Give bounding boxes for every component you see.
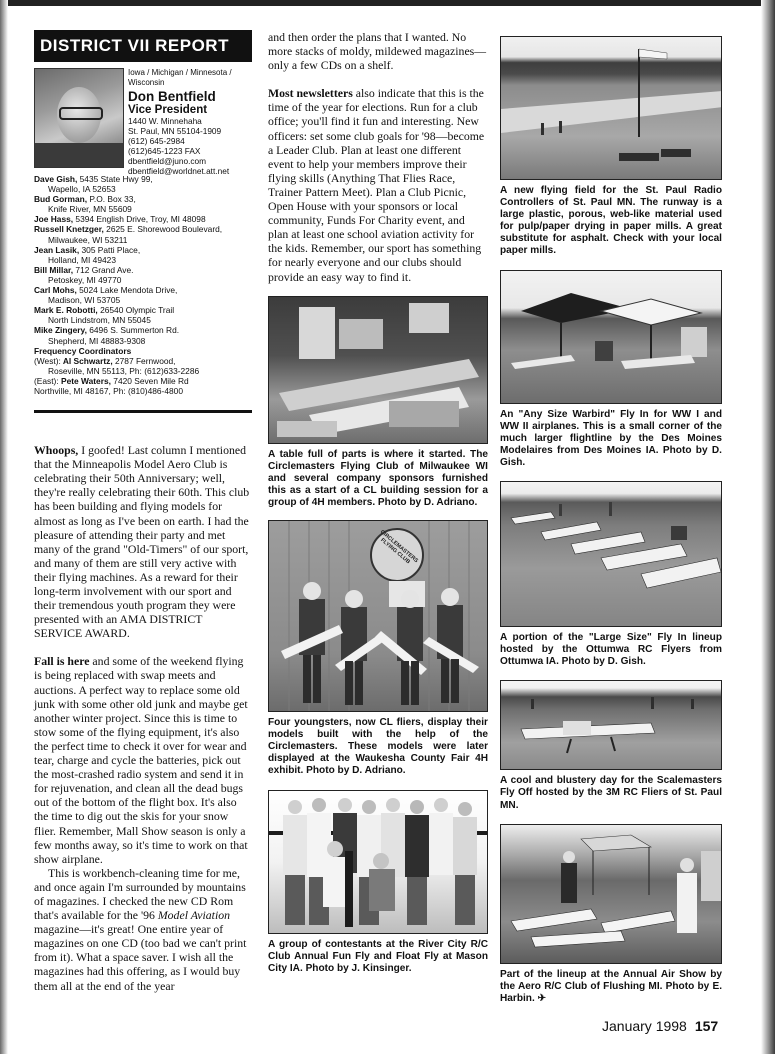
associate-city: Holland, MI 49423 xyxy=(48,254,116,265)
district-states: Iowa / Michigan / Minnesota / Wisconsin xyxy=(128,68,232,87)
associate-entry xyxy=(34,194,252,204)
associate-address: 26540 Olympic Trail xyxy=(97,305,175,316)
caption-scalemasters: A cool and blustery day for the Scalemasters Fly Off hosted by the 3M RC Fliers of St. Paul MN. xyxy=(500,775,722,811)
vice-president-portrait xyxy=(34,68,124,168)
email-line: dbentfield@worldnet.att.net xyxy=(128,166,230,176)
vice-president-name: Don Bentfield xyxy=(128,89,216,104)
associate-entry xyxy=(34,265,252,275)
associate-address: 6496 S. Summerton Rd. xyxy=(86,325,180,336)
parts-table-image xyxy=(269,297,488,443)
associate-address: 2625 E. Shorewood Boulevard, xyxy=(103,224,223,235)
text-workbench-b: magazine—it's great! One entire year of magazines on one CD (too bad we can't print from it). What a space saver. I wish all the magazines had this offering, as I would buy them all at the end of the year xyxy=(34,922,247,993)
photo-warbird-fly-in xyxy=(500,270,722,404)
vice-president-block xyxy=(34,68,252,176)
circlemasters-sign: CIRCLEMASTERS FLYING CLUB xyxy=(378,529,420,566)
issue-date: January 1998 xyxy=(602,1018,687,1034)
associate-entry xyxy=(34,224,252,234)
lead-in-whoops: Whoops, xyxy=(34,443,79,458)
portrait-shirt xyxy=(35,143,123,167)
caption-airshow-lineup xyxy=(500,969,722,1005)
large-size-image xyxy=(501,482,722,626)
paragraph-workbench xyxy=(34,866,252,993)
coordinator-address: 7420 Seven Mile Rd xyxy=(110,375,189,386)
coordinator-name: Al Schwartz, xyxy=(60,355,113,366)
coordinator-region: (West): xyxy=(34,355,61,366)
article-body-left xyxy=(34,443,252,993)
associate-name: Bill Millar, xyxy=(34,264,74,275)
associate-name: Russell Knetzger, xyxy=(34,224,104,235)
page-number: 157 xyxy=(694,1018,719,1034)
text-whoops: I goofed! Last column I mentioned that the Minneapolis Model Aero Club is celebrating their 50th Anniversary; well, they're really celebrating their 60th. This club has been building and flying models for almost as long as I've been on earth. I had the pleasure of attending their party and met many of the grand "Old-Timers" of our sport, and many of them are still very active with their flying machines. As a reward for their long-term involvement with our sport and their tremendous youth program they were presented with an AMA DISTRICT SERVICE AWARD. xyxy=(34,443,250,641)
scalemasters-image xyxy=(501,681,722,769)
associate-entry xyxy=(34,325,252,335)
frequency-coordinators-heading: Frequency Coordinators xyxy=(34,345,132,356)
address-line: 1440 W. Minnehaha xyxy=(128,116,202,126)
fax-line: (612)645-1223 FAX xyxy=(128,146,201,156)
coordinator-east xyxy=(34,376,252,386)
flying-field-image xyxy=(501,37,722,179)
associate-entry xyxy=(34,245,252,255)
associate-city: Petoskey, MI 49770 xyxy=(48,274,122,285)
scan-edge-top xyxy=(0,0,775,6)
youngsters-image xyxy=(269,521,488,711)
associate-city: Shepherd, MI 48883-9308 xyxy=(48,335,146,346)
photo-contestants xyxy=(268,790,488,934)
scan-edge-left xyxy=(0,0,8,1054)
column-middle xyxy=(268,30,488,975)
associate-city: Madison, WI 53705 xyxy=(48,295,121,306)
paragraph-continued: and then order the plans that I wanted. No more stacks of moldy, mildewed magazines—only a few CDs on a shelf. xyxy=(268,30,487,73)
coordinator-city: Roseville, MN 55113, Ph: (612)633-2286 xyxy=(48,365,200,376)
photo-airshow-lineup xyxy=(500,824,722,964)
text-fall: and some of the weekend flying is being replaced with swap meets and auctions. A perfect way to replace some old junk with some other old junk and maybe get another winter project. Since this is time to stow some of the flying equipment, it's also the perfect time to check it over for wear and tear, charge and cycle the batteries, pick out the most-crashed radio system and send it in for rejuvenation, and clean all the dead bugs out of the bottom of the flight box. It's also the time to dig out the skis for your snow flier. Remember, Mall Show season is only a few months away, so it's time to work on that show airplane. xyxy=(34,654,248,866)
magazine-title: Model Aviation xyxy=(157,908,231,923)
report-title: DISTRICT VII REPORT xyxy=(34,30,252,62)
email-line: dbentfield@juno.com xyxy=(128,156,207,166)
associate-address: P.O. Box 33, xyxy=(87,194,136,205)
associate-address: 5394 English Drive, Troy, MI 48098 xyxy=(73,214,206,225)
associate-entry xyxy=(34,214,252,224)
associate-name: Dave Gish, xyxy=(34,174,78,184)
column-left xyxy=(34,30,252,993)
associate-name: Bud Gorman, xyxy=(34,194,88,205)
associate-name: Carl Mohs, xyxy=(34,285,77,296)
associate-name: Jean Lasik, xyxy=(34,244,80,255)
article-body-middle xyxy=(268,30,488,284)
caption-parts-table: A table full of parts is where it started. The Circlemasters Flying Club of Milwaukee WI and several company sponsors furnished this as a start of a CL building session for a group of 4H members. Photo by D. Adriano. xyxy=(268,448,488,508)
associate-name: Mark E. Robotti, xyxy=(34,305,98,316)
address-line: St. Paul, MN 55104-1909 xyxy=(128,126,222,136)
coordinator-name: Pete Waters, xyxy=(58,375,111,386)
associate-address: 5024 Lake Mendota Drive, xyxy=(76,285,178,296)
caption-large-size-lineup: A portion of the "Large Size" Fly In lineup hosted by the Ottumwa RC Flyers from Ottumwa IA. Photo by D. Gish. xyxy=(500,632,722,668)
column-right xyxy=(500,30,722,1005)
associate-city: Wapello, IA 52653 xyxy=(48,184,116,195)
coordinator-region: (East): xyxy=(34,375,59,386)
associate-city: Knife River, MN 55609 xyxy=(48,204,132,215)
coordinator-west xyxy=(34,356,252,366)
associate-name: Joe Hass, xyxy=(34,214,74,225)
associate-city: Milwaukee, WI 53211 xyxy=(48,234,128,245)
coordinator-city: Northville, MI 48167, Ph: (810)486-4800 xyxy=(34,385,183,396)
section-divider xyxy=(34,410,252,413)
photo-parts-table xyxy=(268,296,488,444)
lead-in-fall: Fall is here xyxy=(34,654,90,669)
warbird-image xyxy=(501,271,722,403)
portrait-glasses xyxy=(59,107,103,120)
scan-edge-right xyxy=(761,0,775,1054)
vice-president-title: Vice President xyxy=(128,104,208,116)
text-newsletters: also indicate that this is the time of the year for elections. Run for a club office; you'll find it fun and interesting. New officers: set some club goals for '98—become a Leader Club. Plan at least one different event to help your members improve their flying skills (Anything That Flies Race, Trainer Pattern Meet). Plan a Club Picnic, Open House with your sponsors or local community, Funds For Charity event, and plan at least one school aviation activity for the kids. Remember, our sport has something for nearly everyone and our clubs should provide an easy way to find it. xyxy=(268,86,485,284)
associate-vp-list xyxy=(34,174,252,396)
photo-four-youngsters xyxy=(268,520,488,712)
associate-name: Mike Zingery, xyxy=(34,325,87,336)
phone-line: (612) 645-2984 xyxy=(128,136,185,146)
associate-entry xyxy=(34,285,252,295)
photo-flying-field xyxy=(500,36,722,180)
paragraph-whoops xyxy=(34,443,252,640)
contestants-image xyxy=(269,791,488,933)
vice-president-info xyxy=(128,68,252,176)
associate-address: 712 Grand Ave. xyxy=(73,264,134,275)
associate-city: North Lindstrom, MN 55045 xyxy=(48,315,151,326)
photo-large-size-lineup xyxy=(500,481,722,627)
photo-scalemasters xyxy=(500,680,722,770)
lead-in-newsletters: Most newsletters xyxy=(268,86,353,101)
page-footer xyxy=(602,1018,718,1034)
coordinator-address: 2787 Fernwood, xyxy=(112,355,176,366)
associate-address: 305 Patti Place, xyxy=(79,244,141,255)
end-mark-plane-icon: ✈ xyxy=(537,992,547,1004)
caption-warbird-fly-in: An "Any Size Warbird" Fly In for WW I and WW II airplanes. This is a small corner of the much larger flightline by the Des Moines Modelaires from Des Moines IA. Photo by D. Gish. xyxy=(500,408,722,468)
paragraph-fall xyxy=(34,654,252,865)
caption-flying-field: A new flying field for the St. Paul Radio Controllers of St. Paul MN. The runway is a large plastic, porous, web-like material used for pulp/paper drying in paper mills. A great substitute for asphalt. Check with your local paper mills. xyxy=(500,185,722,257)
caption-airshow-text: Part of the lineup at the Annual Air Show by the Aero R/C Club of Flushing MI. Photo by E. Harbin. xyxy=(500,968,722,1004)
text-workbench-a: This is workbench-cleaning time for me, and once again I'm surrounded by mountains of magazines. I checked the new CD Rom that's available for the '96 xyxy=(34,865,246,923)
airshow-image xyxy=(501,825,722,963)
associate-address: 5435 State Hwy 99, xyxy=(77,174,153,184)
paragraph-newsletters xyxy=(268,86,488,283)
caption-contestants: A group of contestants at the River City R/C Club Annual Fun Fly and Float Fly at Mason City IA. Photo by J. Kinsinger. xyxy=(268,938,488,974)
caption-four-youngsters: Four youngsters, now CL fliers, display their models built with the help of the Circlemasters. These models were later displayed at the Waukesha County Fair 4H exhibit. Photo by D. Adriano. xyxy=(268,717,488,777)
associate-entry xyxy=(34,305,252,315)
